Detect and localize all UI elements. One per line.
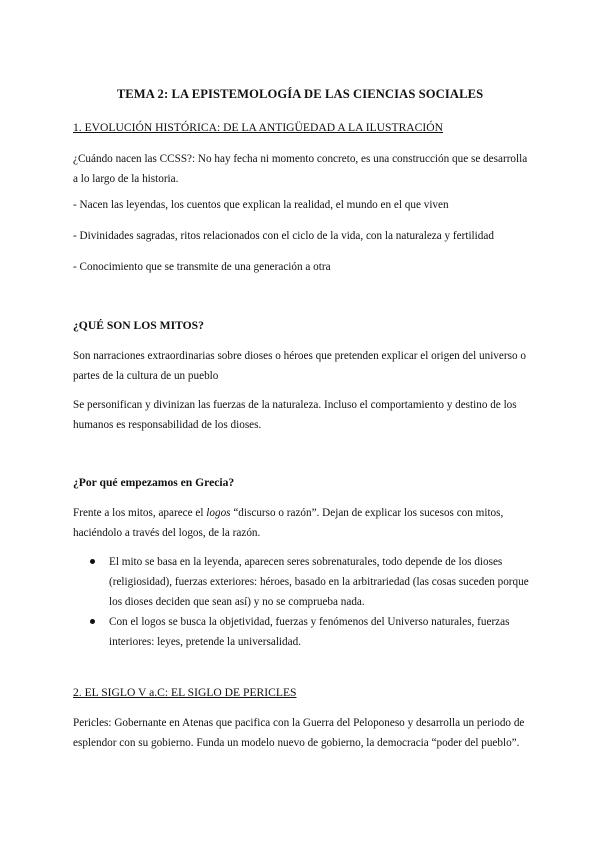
mitos-paragraph-2: Se personifican y divinizan las fuerzas de la naturaleza. Incluso el comportamiento y destino de los humanos es responsabilidad de los dioses.	[73, 399, 517, 431]
list-item	[73, 612, 533, 652]
list-item	[73, 552, 533, 612]
mitos-paragraph-1: Son narraciones extraordinarias sobre dioses o héroes que pretenden explicar el origen del universo o partes de la cultura de un pueblo	[73, 350, 526, 382]
mitos-heading: ¿QUÉ SON LOS MITOS?	[73, 319, 204, 332]
bullet-icon	[90, 619, 95, 624]
section-1-intro: ¿Cuándo nacen las CCSS?: No hay fecha ni momento concreto, es una construcción que se desarrolla a lo largo de la historia.	[73, 153, 528, 185]
logos-term: logos	[206, 507, 231, 519]
page-title: TEMA 2: LA EPISTEMOLOGÍA DE LAS CIENCIAS SOCIALES	[116, 87, 484, 101]
bullet-text: Con el logos se busca la objetividad, fuerzas y fenómenos del Universo naturales, fuerzas interiores: leyes, pretende la universalidad.	[109, 616, 510, 648]
section-1-item-2: - Divinidades sagradas, ritos relacionados con el ciclo de la vida, con la naturaleza y fertilidad	[73, 230, 494, 242]
grecia-paragraph	[73, 503, 533, 543]
section-2-paragraph: Pericles: Gobernante en Atenas que pacifica con la Guerra del Peloponeso y desarrolla un periodo de esplendor con su gobierno. Funda un modelo nuevo de gobierno, la democracia “poder del pueblo”.	[73, 717, 525, 749]
section-2-heading: 2. EL SIGLO V a.C: EL SIGLO DE PERICLES	[73, 686, 297, 699]
bullet-icon	[90, 559, 95, 564]
section-1-item-3: - Conocimiento que se transmite de una generación a otra	[73, 261, 331, 273]
grecia-heading: ¿Por qué empezamos en Grecia?	[73, 476, 235, 489]
bullet-text: El mito se basa en la leyenda, aparecen seres sobrenaturales, todo depende de los dioses (religiosidad), fuerzas exteriores: héroes, basado en la arbitrariedad (las cosas suceden porque los dioses deciden que sean así) y no se comprueba nada.	[109, 556, 529, 608]
grecia-bullet-list	[73, 552, 533, 652]
grecia-text-before: Frente a los mitos, aparece el	[73, 507, 207, 519]
section-1-heading: 1. EVOLUCIÓN HISTÓRICA: DE LA ANTIGÜEDAD A LA ILUSTRACIÓN	[73, 121, 444, 134]
grecia-text-after: “discurso o razón”. Dejan de explicar los sucesos con mitos, haciéndolo a través del logos, de la razón.	[73, 507, 504, 539]
section-1-item-1: - Nacen las leyendas, los cuentos que explican la realidad, el mundo en el que viven	[73, 199, 449, 211]
